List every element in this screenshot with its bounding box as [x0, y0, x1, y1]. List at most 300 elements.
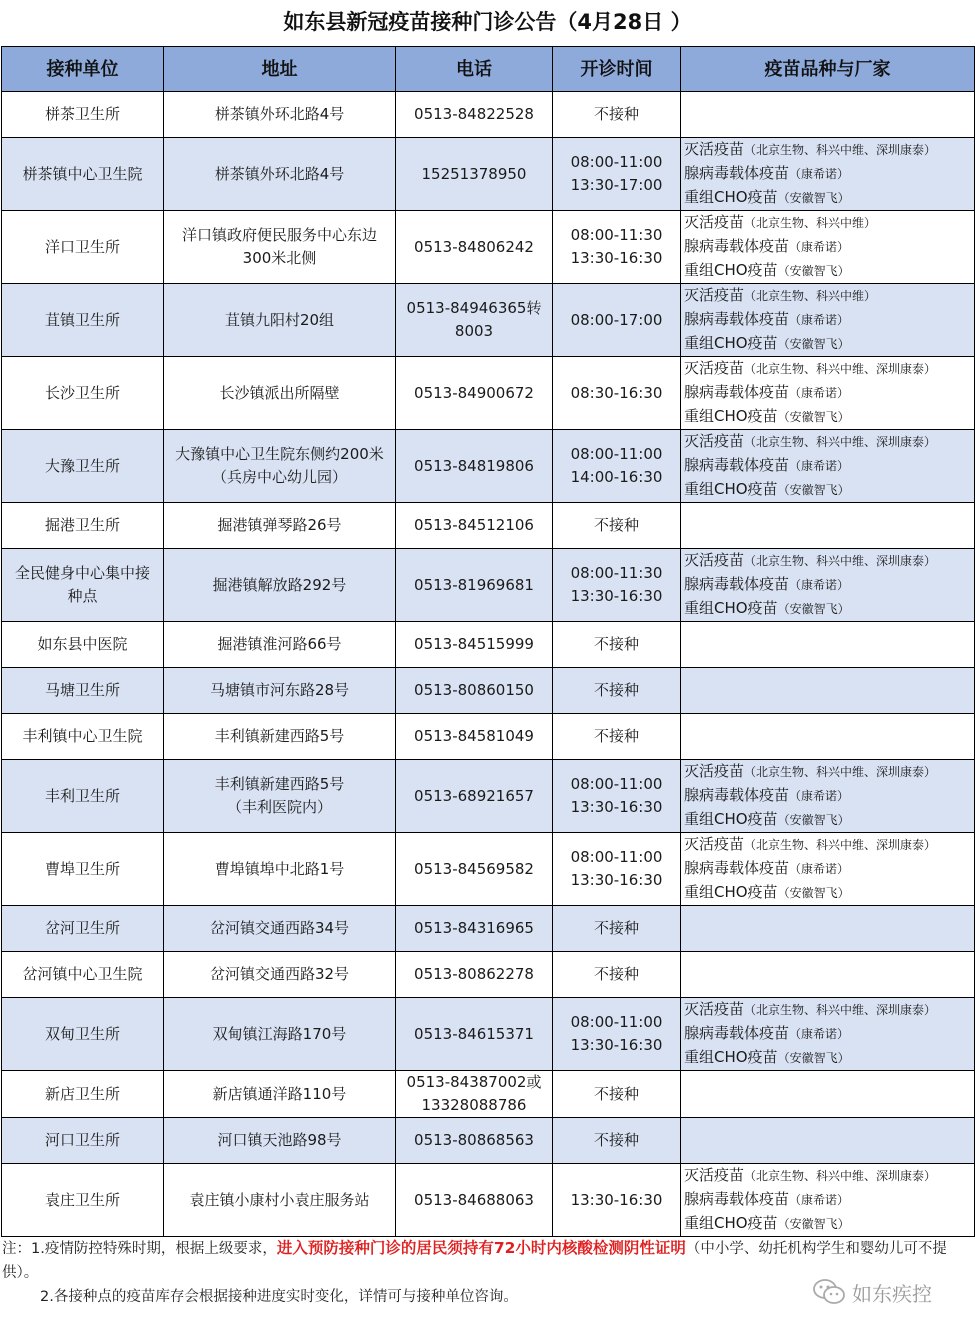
hours-line: 13:30-16:30 [570, 249, 663, 267]
vaccine-name: 腺病毒载体疫苗 [684, 859, 790, 877]
phone-line: 0513-84822528 [414, 105, 534, 123]
hours-line: 08:00-17:00 [570, 310, 663, 329]
unit-line: 双甸卫生所 [44, 1024, 120, 1043]
vaccine-name: 重组CHO疫苗 [684, 883, 778, 901]
vaccine-name: 灭活疫苗 [684, 1166, 745, 1184]
vaccine-cell [681, 952, 975, 998]
vaccine-entry [684, 760, 974, 784]
vaccine-entry [684, 430, 974, 454]
phone-line: 0513-84316965 [414, 919, 534, 937]
phone-cell [396, 1118, 553, 1164]
header-address: 地址 [164, 47, 396, 92]
table-row [2, 430, 975, 503]
address-line: （丰利医院内） [226, 798, 332, 816]
address-cell [164, 503, 396, 549]
phone-cell [396, 714, 553, 760]
address-line: 栟茶镇外环北路4号 [214, 105, 345, 123]
hours-line: 不接种 [593, 1131, 639, 1149]
header-phone: 电话 [396, 47, 553, 92]
table-row [2, 760, 975, 833]
address-line: 双甸镇江海路170号 [212, 1024, 347, 1043]
vaccine-entry [684, 235, 974, 259]
unit-cell [2, 1164, 164, 1237]
phone-line: 0513-84569582 [414, 859, 534, 878]
vaccine-name: 灭活疫苗 [684, 286, 745, 304]
table-row [2, 357, 975, 430]
vaccine-cell [681, 503, 975, 549]
vaccine-entry [684, 784, 974, 808]
unit-cell [2, 1118, 164, 1164]
phone-cell [396, 1164, 553, 1237]
vaccine-name: 重组CHO疫苗 [684, 1214, 778, 1232]
vaccine-name: 灭活疫苗 [684, 551, 745, 569]
unit-line: 袁庄卫生所 [44, 1190, 120, 1209]
unit-line: 曹埠卫生所 [44, 859, 120, 878]
vaccine-entry [684, 284, 974, 308]
hours-cell [553, 714, 681, 760]
unit-cell [2, 138, 164, 211]
hours-cell [553, 622, 681, 668]
vaccine-name: 腺病毒载体疫苗 [684, 456, 790, 474]
phone-cell [396, 284, 553, 357]
vaccine-maker: （安徽智飞） [777, 264, 850, 278]
vaccine-maker: （康希诺） [789, 1193, 850, 1207]
hours-cell [553, 1071, 681, 1118]
vaccine-name: 腺病毒载体疫苗 [684, 164, 790, 182]
unit-cell [2, 284, 164, 357]
vaccine-cell [681, 622, 975, 668]
table-header-row [2, 47, 975, 92]
table-row [2, 1164, 975, 1237]
address-line: 掘港镇淮河路66号 [217, 635, 342, 653]
vaccine-name: 重组CHO疫苗 [684, 334, 778, 352]
phone-cell [396, 503, 553, 549]
address-cell [164, 1164, 396, 1237]
vaccine-name: 灭活疫苗 [684, 1000, 745, 1018]
table-row [2, 1118, 975, 1164]
address-cell [164, 760, 396, 833]
vaccine-maker: （北京生物、科兴中维、深圳康泰） [744, 554, 937, 568]
hours-line: 08:00-11:30 [570, 564, 663, 582]
vaccine-cell [681, 714, 975, 760]
phone-cell [396, 211, 553, 284]
address-line: 岔河镇交通西路32号 [209, 965, 350, 983]
phone-line: 0513-80868563 [414, 1131, 534, 1149]
vaccine-maker: （康希诺） [789, 578, 850, 592]
hours-cell [553, 1164, 681, 1237]
header-hours: 开诊时间 [553, 47, 681, 92]
address-cell [164, 714, 396, 760]
vaccine-entry [684, 857, 974, 881]
unit-cell [2, 668, 164, 714]
phone-line: 0513-84515999 [414, 635, 534, 653]
vaccine-name: 腺病毒载体疫苗 [684, 310, 790, 328]
vaccine-entry [684, 808, 974, 832]
hours-line: 13:30-16:30 [570, 871, 663, 889]
vaccine-cell [681, 92, 975, 138]
hours-line: 不接种 [593, 635, 639, 653]
vaccine-cell [681, 1071, 975, 1118]
unit-cell [2, 998, 164, 1071]
unit-line: 岔河卫生所 [44, 919, 120, 937]
vaccine-maker: （安徽智飞） [777, 1217, 850, 1231]
table-row [2, 503, 975, 549]
vaccine-name: 灭活疫苗 [684, 213, 745, 231]
hours-line: 08:00-11:00 [570, 775, 663, 793]
hours-line: 08:00-11:00 [570, 1013, 663, 1031]
address-cell [164, 92, 396, 138]
vaccine-name: 腺病毒载体疫苗 [684, 786, 790, 804]
vaccine-cell [681, 998, 975, 1071]
unit-line: 马塘卫生所 [44, 681, 120, 699]
vaccine-entry [684, 162, 974, 186]
watermark-text: 如东疾控 [852, 1281, 932, 1306]
phone-line: 0513-84946365转 [406, 299, 542, 317]
vaccine-entry [684, 405, 974, 429]
vaccine-maker: （康希诺） [789, 459, 850, 473]
hours-cell [553, 211, 681, 284]
table-row [2, 668, 975, 714]
vaccine-maker: （康希诺） [789, 1027, 850, 1041]
address-line: 栟茶镇外环北路4号 [214, 164, 345, 183]
hours-line: 13:30-16:30 [570, 587, 663, 605]
phone-line: 0513-84900672 [414, 383, 534, 402]
hours-line: 08:00-11:30 [570, 226, 663, 244]
vaccine-name: 腺病毒载体疫苗 [684, 1190, 790, 1208]
vaccine-entry [684, 1046, 974, 1070]
vaccine-name: 腺病毒载体疫苗 [684, 383, 790, 401]
vaccine-maker: （康希诺） [789, 789, 850, 803]
address-cell [164, 430, 396, 503]
table-row [2, 952, 975, 998]
phone-line: 0513-84688063 [414, 1190, 534, 1209]
unit-cell [2, 1071, 164, 1118]
vaccine-maker: （北京生物、科兴中维、深圳康泰） [744, 838, 937, 852]
hours-line: 不接种 [593, 516, 639, 534]
phone-cell [396, 138, 553, 211]
hours-line: 13:30-16:30 [570, 1036, 663, 1054]
unit-cell [2, 622, 164, 668]
vaccine-entry [684, 1164, 974, 1188]
unit-line: 长沙卫生所 [44, 383, 120, 402]
vaccine-cell [681, 211, 975, 284]
address-line: 袁庄镇小康村小袁庄服务站 [189, 1190, 370, 1209]
address-cell [164, 549, 396, 622]
watermark [812, 1277, 932, 1307]
vaccine-entry [684, 1212, 974, 1236]
address-line: 长沙镇派出所隔壁 [219, 383, 340, 402]
vaccine-name: 腺病毒载体疫苗 [684, 237, 790, 255]
note-1-tail: （中小学、幼托机构学生和婴幼儿可不提供）。 [2, 1241, 947, 1281]
vaccine-entry [684, 138, 974, 162]
vaccine-entry [684, 1188, 974, 1212]
vaccine-name: 灭活疫苗 [684, 140, 745, 158]
hours-cell [553, 760, 681, 833]
table-row [2, 833, 975, 906]
hours-cell [553, 503, 681, 549]
vaccine-entry [684, 833, 974, 857]
address-cell [164, 284, 396, 357]
phone-line: 0513-80860150 [414, 681, 534, 699]
unit-line: 掘港卫生所 [44, 516, 120, 534]
address-line: 曹埠镇埠中北路1号 [214, 859, 345, 878]
vaccine-maker: （安徽智飞） [777, 813, 850, 827]
vaccine-entry [684, 186, 974, 210]
vaccine-maker: （安徽智飞） [777, 337, 850, 351]
vaccine-name: 重组CHO疫苗 [684, 1048, 778, 1066]
vaccine-cell [681, 668, 975, 714]
wechat-icon [812, 1277, 846, 1307]
table-row [2, 998, 975, 1071]
phone-cell [396, 357, 553, 430]
hours-line: 不接种 [593, 105, 639, 123]
unit-line: 洋口卫生所 [44, 237, 120, 256]
note-2: 2.各接种点的疫苗库存会根据接种进度实时变化，详情可与接种单位咨询。 [40, 1289, 518, 1305]
hours-line: 不接种 [593, 1084, 639, 1103]
address-line: 掘港镇解放路292号 [212, 575, 347, 594]
phone-cell [396, 92, 553, 138]
phone-line: 0513-80862278 [414, 965, 534, 983]
clinic-table [1, 46, 975, 1237]
address-line: 岔河镇交通西路34号 [209, 919, 350, 937]
address-cell [164, 1071, 396, 1118]
vaccine-maker: （安徽智飞） [777, 483, 850, 497]
phone-cell [396, 833, 553, 906]
vaccine-name: 重组CHO疫苗 [684, 810, 778, 828]
address-cell [164, 952, 396, 998]
vaccine-maker: （康希诺） [789, 862, 850, 876]
hours-cell [553, 138, 681, 211]
address-cell [164, 211, 396, 284]
vaccine-maker: （康希诺） [789, 167, 850, 181]
address-cell [164, 668, 396, 714]
vaccine-entry [684, 381, 974, 405]
hours-line: 不接种 [593, 919, 639, 937]
vaccine-cell [681, 138, 975, 211]
unit-cell [2, 714, 164, 760]
vaccine-name: 灭活疫苗 [684, 762, 745, 780]
vaccine-entry [684, 549, 974, 573]
vaccine-maker: （北京生物、科兴中维） [744, 289, 877, 303]
hours-cell [553, 1118, 681, 1164]
vaccine-name: 重组CHO疫苗 [684, 480, 778, 498]
vaccine-maker: （安徽智飞） [777, 1051, 850, 1065]
vaccine-maker: （康希诺） [789, 386, 850, 400]
table-row [2, 1071, 975, 1118]
unit-line: 丰利镇中心卫生院 [22, 727, 143, 745]
vaccine-name: 重组CHO疫苗 [684, 188, 778, 206]
address-line: 苴镇九阳村20组 [224, 310, 335, 329]
unit-cell [2, 503, 164, 549]
vaccine-name: 重组CHO疫苗 [684, 599, 778, 617]
unit-line: 丰利卫生所 [44, 786, 120, 805]
note-1-highlight: 进入预防接种门诊的居民须持有72小时内核酸检测阴性证明 [276, 1239, 686, 1257]
address-cell [164, 833, 396, 906]
header-unit: 接种单位 [2, 47, 164, 92]
address-cell [164, 906, 396, 952]
unit-line: 苴镇卫生所 [44, 310, 120, 329]
vaccine-entry [684, 478, 974, 502]
hours-cell [553, 952, 681, 998]
vaccine-maker: （安徽智飞） [777, 886, 850, 900]
phone-line: 0513-84581049 [414, 727, 534, 745]
vaccine-name: 灭活疫苗 [684, 432, 745, 450]
phone-cell [396, 952, 553, 998]
vaccine-entry [684, 357, 974, 381]
unit-line: 栟茶镇中心卫生院 [22, 164, 143, 183]
unit-line: 栟茶卫生所 [44, 105, 120, 123]
page-title: 如东县新冠疫苗接种门诊公告（4月28日 ） [283, 10, 692, 34]
address-line: （兵房中心幼儿园） [211, 468, 347, 486]
address-line: 马塘镇市河东路28号 [209, 681, 350, 699]
table-row [2, 284, 975, 357]
vaccine-name: 灭活疫苗 [684, 359, 745, 377]
vaccine-entry [684, 332, 974, 356]
phone-cell [396, 760, 553, 833]
table-row [2, 211, 975, 284]
unit-line: 种点 [67, 587, 98, 605]
vaccine-maker: （安徽智飞） [777, 602, 850, 616]
vaccine-cell [681, 1118, 975, 1164]
hours-line: 13:30-16:30 [570, 798, 663, 816]
note-1-text: 注：1.疫情防控特殊时期，根据上级要求， [2, 1241, 277, 1257]
phone-cell [396, 998, 553, 1071]
unit-cell [2, 211, 164, 284]
address-cell [164, 357, 396, 430]
vaccine-maker: （北京生物、科兴中维、深圳康泰） [744, 362, 937, 376]
vaccine-cell [681, 906, 975, 952]
address-cell [164, 998, 396, 1071]
vaccine-cell [681, 549, 975, 622]
hours-line: 13:30-17:00 [570, 176, 663, 194]
address-line: 掘港镇弹琴路26号 [217, 516, 342, 534]
vaccine-name: 腺病毒载体疫苗 [684, 1024, 790, 1042]
vaccine-entry [684, 1022, 974, 1046]
phone-line: 0513-84512106 [414, 516, 534, 534]
vaccine-entry [684, 454, 974, 478]
vaccine-maker: （北京生物、科兴中维） [744, 216, 877, 230]
hours-line: 不接种 [593, 965, 639, 983]
vaccine-cell [681, 430, 975, 503]
hours-cell [553, 92, 681, 138]
vaccine-maker: （北京生物、科兴中维、深圳康泰） [744, 765, 937, 779]
phone-line: 13328088786 [421, 1096, 527, 1114]
phone-line: 0513-84615371 [414, 1024, 534, 1043]
hours-cell [553, 906, 681, 952]
phone-line: 0513-84806242 [414, 237, 534, 256]
unit-cell [2, 430, 164, 503]
phone-cell [396, 430, 553, 503]
unit-cell [2, 357, 164, 430]
hours-cell [553, 549, 681, 622]
hours-cell [553, 284, 681, 357]
phone-line: 0513-68921657 [414, 786, 534, 805]
vaccine-cell [681, 760, 975, 833]
vaccine-entry [684, 259, 974, 283]
table-row [2, 622, 975, 668]
phone-cell [396, 906, 553, 952]
hours-cell [553, 357, 681, 430]
table-row [2, 906, 975, 952]
vaccine-maker: （北京生物、科兴中维、深圳康泰） [744, 143, 937, 157]
vaccine-maker: （安徽智飞） [777, 191, 850, 205]
hours-line: 不接种 [593, 727, 639, 745]
unit-cell [2, 92, 164, 138]
hours-line: 08:00-11:00 [570, 153, 663, 171]
vaccine-name: 重组CHO疫苗 [684, 407, 778, 425]
table-row [2, 549, 975, 622]
phone-cell [396, 622, 553, 668]
hours-cell [553, 833, 681, 906]
vaccine-entry [684, 211, 974, 235]
vaccine-name: 腺病毒载体疫苗 [684, 575, 790, 593]
phone-line: 0513-84819806 [414, 456, 534, 475]
table-row [2, 138, 975, 211]
phone-line: 0513-81969681 [414, 575, 534, 594]
vaccine-entry [684, 597, 974, 621]
vaccine-maker: （北京生物、科兴中维、深圳康泰） [744, 435, 937, 449]
vaccine-cell [681, 1164, 975, 1237]
table-row [2, 714, 975, 760]
address-line: 新店镇通洋路110号 [212, 1084, 347, 1103]
table-row [2, 92, 975, 138]
phone-cell [396, 668, 553, 714]
address-cell [164, 622, 396, 668]
hours-line: 08:00-11:00 [570, 848, 663, 866]
vaccine-entry [684, 881, 974, 905]
hours-cell [553, 668, 681, 714]
address-line: 河口镇天池路98号 [217, 1131, 342, 1149]
vaccine-maker: （安徽智飞） [777, 410, 850, 424]
address-cell [164, 1118, 396, 1164]
vaccine-cell [681, 284, 975, 357]
phone-cell [396, 1071, 553, 1118]
address-cell [164, 138, 396, 211]
address-line: 洋口镇政府便民服务中心东边 [181, 226, 377, 244]
hours-cell [553, 430, 681, 503]
hours-line: 不接种 [593, 681, 639, 699]
unit-line: 新店卫生所 [44, 1084, 120, 1103]
vaccine-entry [684, 998, 974, 1022]
header-vaccine: 疫苗品种与厂家 [681, 47, 975, 92]
vaccine-maker: （康希诺） [789, 313, 850, 327]
address-line: 300米北侧 [242, 249, 317, 267]
phone-line: 0513-84387002或 [406, 1073, 542, 1091]
unit-line: 岔河镇中心卫生院 [22, 965, 143, 983]
address-line: 大豫镇中心卫生院东侧约200米 [175, 445, 384, 463]
phone-line: 15251378950 [421, 164, 527, 183]
phone-line: 8003 [454, 322, 494, 340]
vaccine-entry [684, 573, 974, 597]
hours-line: 14:00-16:30 [570, 468, 663, 486]
unit-cell [2, 549, 164, 622]
unit-line: 大豫卫生所 [44, 456, 120, 475]
unit-line: 如东县中医院 [37, 635, 128, 653]
hours-line: 13:30-16:30 [570, 1190, 663, 1209]
phone-cell [396, 549, 553, 622]
vaccine-maker: （北京生物、科兴中维、深圳康泰） [744, 1003, 937, 1017]
unit-line: 河口卫生所 [44, 1131, 120, 1149]
unit-cell [2, 760, 164, 833]
vaccine-maker: （北京生物、科兴中维、深圳康泰） [744, 1169, 937, 1183]
unit-line: 全民健身中心集中接 [14, 564, 150, 582]
hours-line: 08:30-16:30 [570, 383, 663, 402]
vaccine-maker: （康希诺） [789, 240, 850, 254]
unit-cell [2, 906, 164, 952]
vaccine-cell [681, 357, 975, 430]
address-line: 丰利镇新建西路5号 [214, 727, 345, 745]
vaccine-name: 重组CHO疫苗 [684, 261, 778, 279]
